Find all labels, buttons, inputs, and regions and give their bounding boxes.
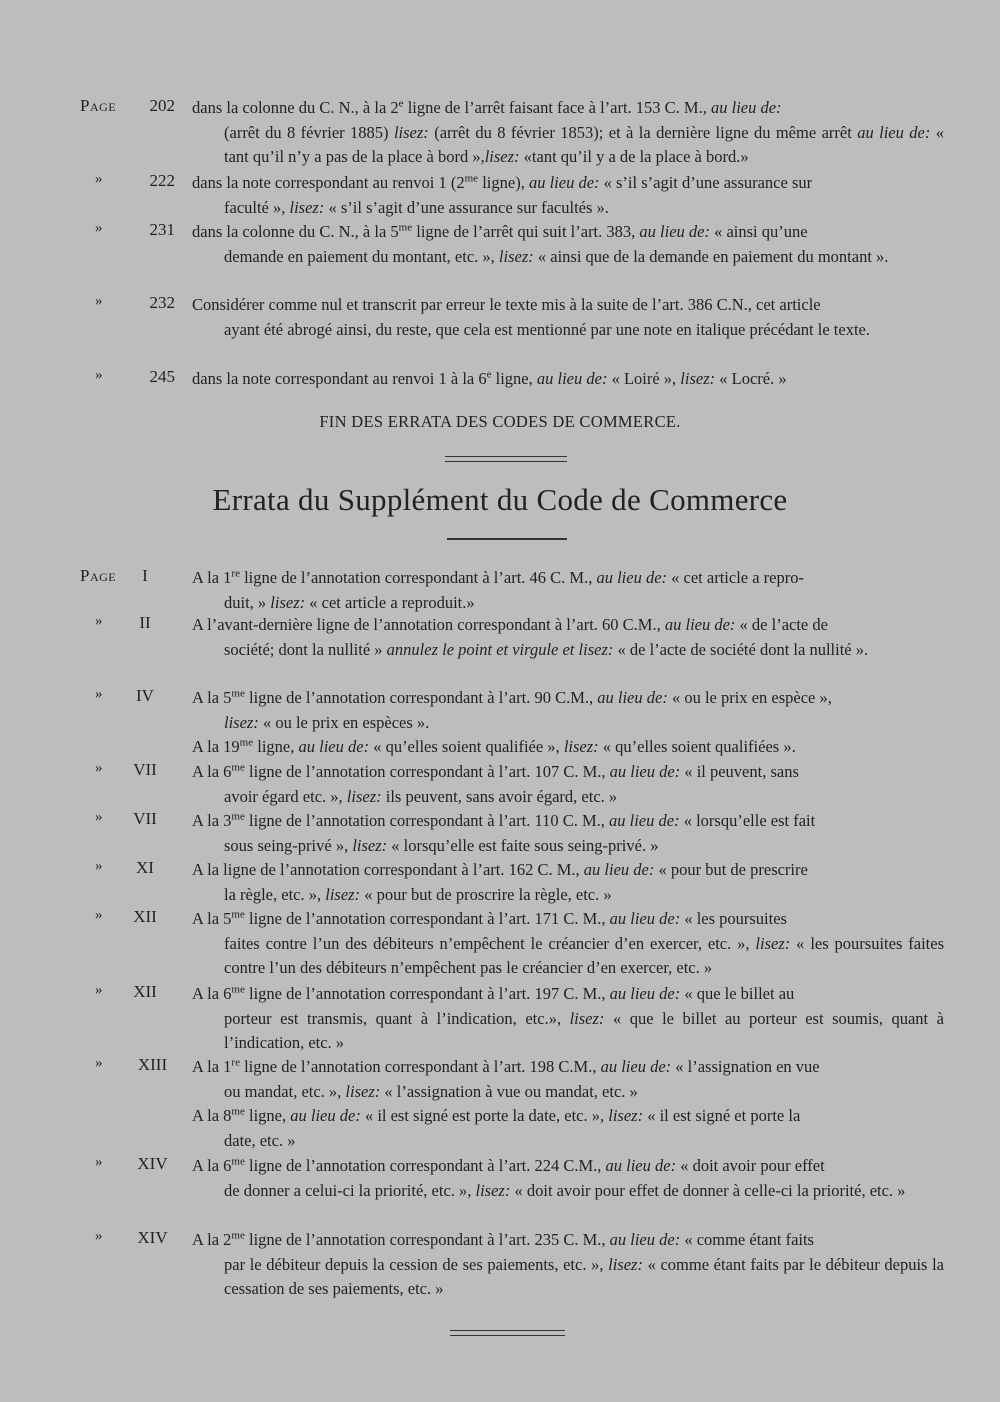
ditto-mark: »	[95, 686, 103, 702]
ditto-mark: »	[95, 613, 103, 629]
ditto-mark: »	[95, 1055, 103, 1071]
entry-text	[192, 96, 944, 170]
entry-first-line: A la 1re ligne de l’annotation correspondant à l’art. 46 C. M., au lieu de: « cet article a repro-	[192, 567, 804, 587]
entry-first-line: A la $5^{me}$ ligne de l’annotation correspondant à l’art. 90 C.M., au lieu de: « ou le prix en espèce »,	[192, 687, 832, 707]
ditto-mark: »	[95, 171, 103, 187]
entry-text	[192, 907, 944, 981]
ditto-mark: »	[95, 809, 103, 825]
entry-text	[192, 566, 944, 615]
entry-text	[192, 686, 944, 760]
page-number: 231	[149, 220, 175, 239]
page-number: XIII	[137, 1055, 168, 1074]
entry-first-line: dans la colonne du C. N., à la $5^{me}$ ligne de l’arrêt qui suit l’art. 383, au lieu de: « ainsi qu’une	[192, 221, 808, 241]
entry-extra-line: A la $19^{me}$ ligne, au lieu de: « qu’elles soient qualifiée », lisez: « qu’elles soient qualifiées ».	[192, 736, 796, 756]
entry-first-line: A la $3^{me}$ ligne de l’annotation correspondant à l’art. 110 C. M., au lieu de: « lorsqu’elle est fait	[192, 810, 816, 830]
page-number: I	[142, 566, 148, 585]
entry-text	[192, 220, 944, 269]
entry-first-line: A la $2^{me}$ ligne de l’annotation correspondant à l’art. 235 C. M., au lieu de: « comme étant faits	[192, 1229, 814, 1249]
page-number: XI	[136, 858, 154, 877]
page-number: XIV	[137, 1154, 168, 1173]
entry-continuation: sous seing-privé », lisez: « lorsqu’elle est faite sous seing-privé. »	[224, 835, 659, 855]
entry-text	[192, 1228, 944, 1302]
page-number: XII	[133, 982, 157, 1001]
entry-continuation: porteur est transmis, quant à l’indication, etc.», lisez: « que le billet au porteur est soumis, quant à l’indication, etc. »	[224, 1008, 944, 1052]
entry-continuation: duit, » lisez: « cet article a reproduit.»	[224, 592, 475, 612]
entry-continuation: la règle, etc. », lisez: « pour but de proscrire la règle, etc. »	[224, 884, 612, 904]
ditto-mark: »	[95, 220, 103, 236]
ditto-mark: »	[95, 760, 103, 776]
entry-continuation: faites contre l’un des débiteurs n’empêchent le créancier d’en exercer, etc. », lisez: « les poursuites faites contre l’un des débiteurs n’empêchent pas le créancier d’en exercer, etc. »	[224, 933, 945, 977]
page-number: XII	[133, 907, 157, 926]
page-number: VII	[133, 760, 157, 779]
ditto-mark: »	[95, 367, 103, 383]
ditto-mark: »	[95, 858, 103, 874]
entry-text	[192, 982, 944, 1056]
entry-continuation: demande en paiement du montant, etc. », lisez: « ainsi que de la demande en paiement du montant ».	[224, 246, 889, 266]
entry-continuation: (arrêt du 8 février 1885) lisez: (arrêt du 8 février 1853); et à la dernière ligne du même arrêt au lieu de: « tant qu’il n’y a pas de la place à bord »,lisez: «tant qu’il y a de la place à bord.»	[224, 122, 944, 166]
ditto-mark: »	[95, 293, 103, 309]
entry-first-line: dans la note correspondant au renvoi 1 ($2^{me}$ ligne), au lieu de: « s’il s’agit d’une assurance sur	[192, 172, 813, 192]
entry-extra-line: A la $8^{me}$ ligne, au lieu de: « il est signé est porte la date, etc. », lisez: « il est signé et porte la	[192, 1105, 801, 1125]
entry-first-line: A la $6^{me}$ ligne de l’annotation correspondant à l’art. 224 C.M., au lieu de: « doit avoir pour effet	[192, 1155, 825, 1175]
entry-text	[192, 613, 944, 662]
entry-first-line: A la ligne de l’annotation correspondant à l’art. 162 C. M., au lieu de: « pour but de prescrire	[192, 860, 808, 879]
page-number: 232	[149, 293, 175, 312]
entry-first-line: dans la colonne du C. N., à la 2e ligne de l’arrêt faisant face à l’art. 153 C. M., au lieu de:	[192, 97, 782, 117]
entry-text	[192, 809, 944, 858]
ditto-mark: »	[95, 982, 103, 998]
ditto-mark: »	[95, 1228, 103, 1244]
entry-first-line: A la 1re ligne de l’annotation correspondant à l’art. 198 C.M., au lieu de: « l’assignation en vue	[192, 1056, 820, 1076]
entry-first-line: A l’avant-dernière ligne de l’annotation correspondant à l’art. 60 C.M., au lieu de: « de l’acte de	[192, 615, 828, 634]
ditto-mark: »	[95, 907, 103, 923]
entry-continuation: ou mandat, etc. », lisez: « l’assignation à vue ou mandat, etc. »	[224, 1081, 638, 1101]
entry-extra-continuation: date, etc. »	[224, 1130, 296, 1150]
entry-continuation: société; dont la nullité » annulez le point et virgule et lisez: « de l’acte de société dont la nullité ».	[224, 639, 869, 659]
entry-text	[192, 858, 944, 907]
entry-text	[192, 171, 944, 220]
end-of-errata-line: FIN DES ERRATA DES CODES DE COMMERCE.	[319, 412, 681, 431]
section-divider	[445, 456, 567, 462]
page-number: 245	[149, 367, 175, 386]
entry-text	[192, 1154, 944, 1203]
entry-continuation: par le débiteur depuis la cession de ses paiements, etc. », lisez: « comme étant faits par le débiteur depuis la cessation de ses paiements, etc. »	[224, 1254, 945, 1298]
entry-text	[192, 293, 944, 342]
page-number: 202	[149, 96, 175, 115]
page-number: 222	[149, 171, 175, 190]
supplement-heading: Errata du Supplément du Code de Commerce	[212, 482, 788, 517]
page-number: II	[139, 613, 151, 632]
entry-continuation: avoir égard etc. », lisez: ils peuvent, sans avoir égard, etc. »	[224, 786, 618, 806]
closing-divider	[450, 1330, 565, 1336]
entry-text	[192, 1055, 944, 1153]
entry-continuation: lisez: « ou le prix en espèces ».	[224, 712, 430, 732]
page-number: IV	[136, 686, 154, 705]
ditto-mark: »	[95, 1154, 103, 1170]
entry-continuation: de donner a celui-ci la priorité, etc. », lisez: « doit avoir pour effet de donner à celle-ci la priorité, etc. »	[224, 1180, 906, 1200]
entry-text	[192, 367, 944, 392]
page-number: XIV	[137, 1228, 168, 1247]
page-label: Page	[80, 566, 117, 585]
entry-continuation: ayant été abrogé ainsi, du reste, que cela est mentionné par une note en italique précédant le texte.	[224, 319, 870, 339]
entry-first-line: A la $6^{me}$ ligne de l’annotation correspondant à l’art. 197 C. M., au lieu de: « que le billet au	[192, 983, 795, 1003]
page-number: VII	[133, 809, 157, 828]
heading-underline	[447, 538, 567, 540]
entry-first-line: A la $6^{me}$ ligne de l’annotation correspondant à l’art. 107 C. M., au lieu de: « il peuvent, sans	[192, 761, 799, 781]
entry-continuation: faculté », lisez: « s’il s’agit d’une assurance sur facultés ».	[224, 197, 609, 217]
entry-text	[192, 760, 944, 809]
entry-first-line: Considérer comme nul et transcrit par erreur le texte mis à la suite de l’art. 386 C.N., cet article	[192, 295, 821, 314]
entry-first-line: A la $5^{me}$ ligne de l’annotation correspondant à l’art. 171 C. M., au lieu de: « les poursuites	[192, 908, 787, 928]
page-label: Page	[80, 96, 117, 115]
entry-first-line: dans la note correspondant au renvoi 1 à la 6e ligne, au lieu de: « Loiré », lisez: « Locré. »	[192, 368, 787, 388]
